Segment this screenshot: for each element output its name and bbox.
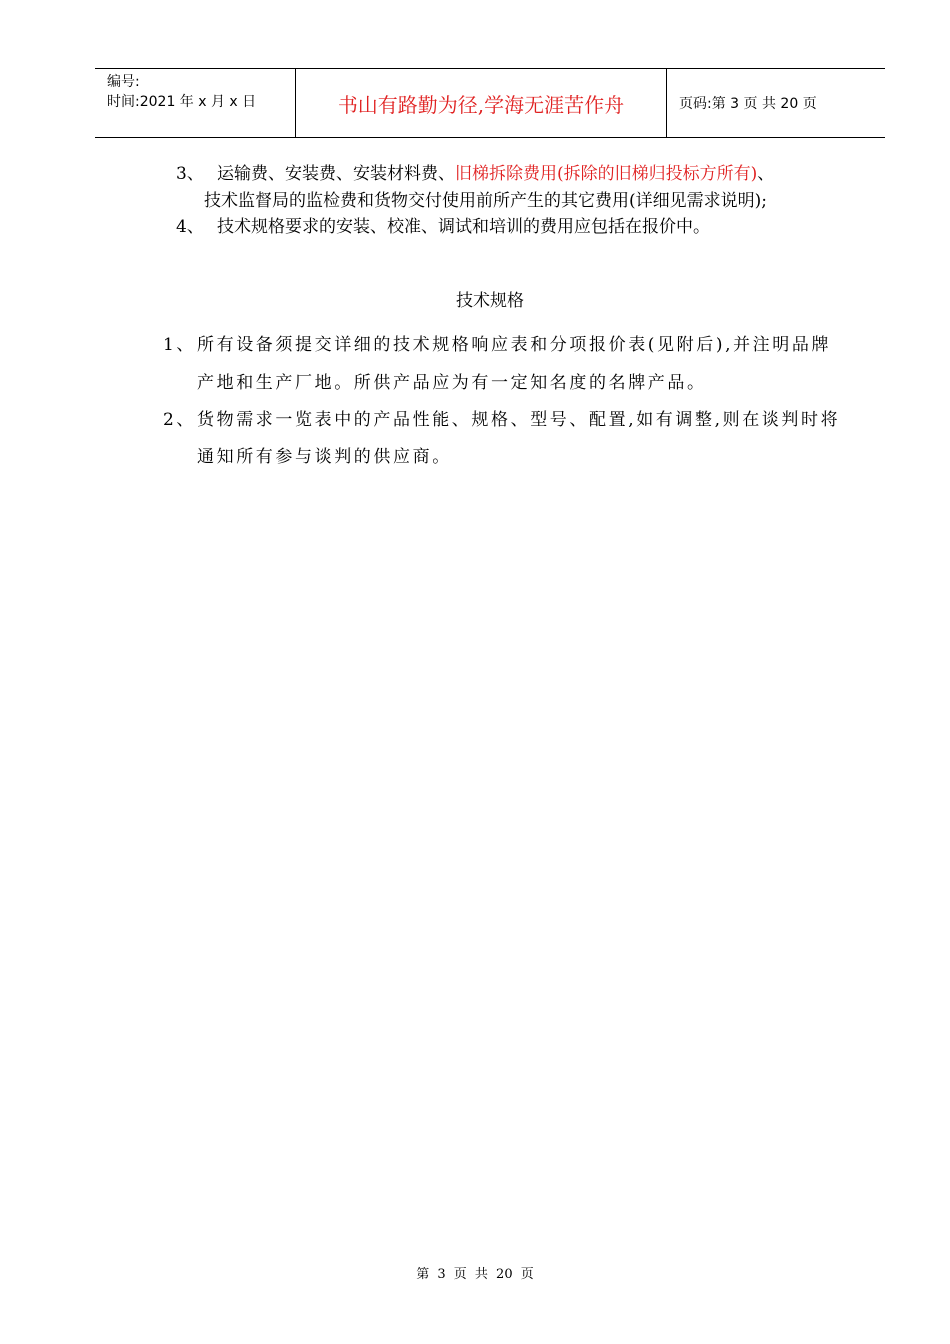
- item-3-text-a: 运输费、安装费、安装材料费、: [217, 164, 455, 184]
- time-label: 时间:2021 年 x 月 x 日: [107, 94, 257, 110]
- item-3-line-2: 技术监督局的监检费和货物交付使用前所产生的其它费用(详细见需求说明);: [204, 191, 767, 211]
- spec-item-2-line-2: 通知所有参与谈判的供应商。: [197, 447, 452, 467]
- item-3-text-red: 旧梯拆除费用(拆除的旧梯归投标方所有): [455, 164, 758, 184]
- spec-item-1-number: 1、: [163, 335, 197, 355]
- header-page-label: 页码:第 3 页 共 20 页: [679, 96, 817, 112]
- spec-item-2-number: 2、: [163, 410, 197, 430]
- page-header: [95, 68, 885, 138]
- spec-heading: 技术规格: [456, 291, 524, 311]
- item-3-text-b: 、: [757, 164, 775, 184]
- header-motto: 书山有路勤为径,学海无涯苦作舟: [296, 69, 667, 137]
- number-label: 编号:: [107, 74, 140, 90]
- item-4-number: 4、: [176, 217, 204, 237]
- header-meta: [95, 69, 296, 137]
- item-3-number: 3、: [176, 164, 204, 184]
- item-3-line-1: [217, 163, 774, 185]
- page-footer: 第 3 页 共 20 页: [416, 1267, 534, 1282]
- spec-item-2-line-1: 货物需求一览表中的产品性能、规格、型号、配置,如有调整,则在谈判时将: [197, 410, 841, 430]
- spec-item-1-line-2: 产地和生产厂地。所供产品应为有一定知名度的名牌产品。: [197, 373, 707, 393]
- spec-item-1-line-1: 所有设备须提交详细的技术规格响应表和分项报价表(见附后),并注明品牌: [197, 335, 832, 355]
- item-4-text: 技术规格要求的安装、校准、调试和培训的费用应包括在报价中。: [217, 217, 710, 237]
